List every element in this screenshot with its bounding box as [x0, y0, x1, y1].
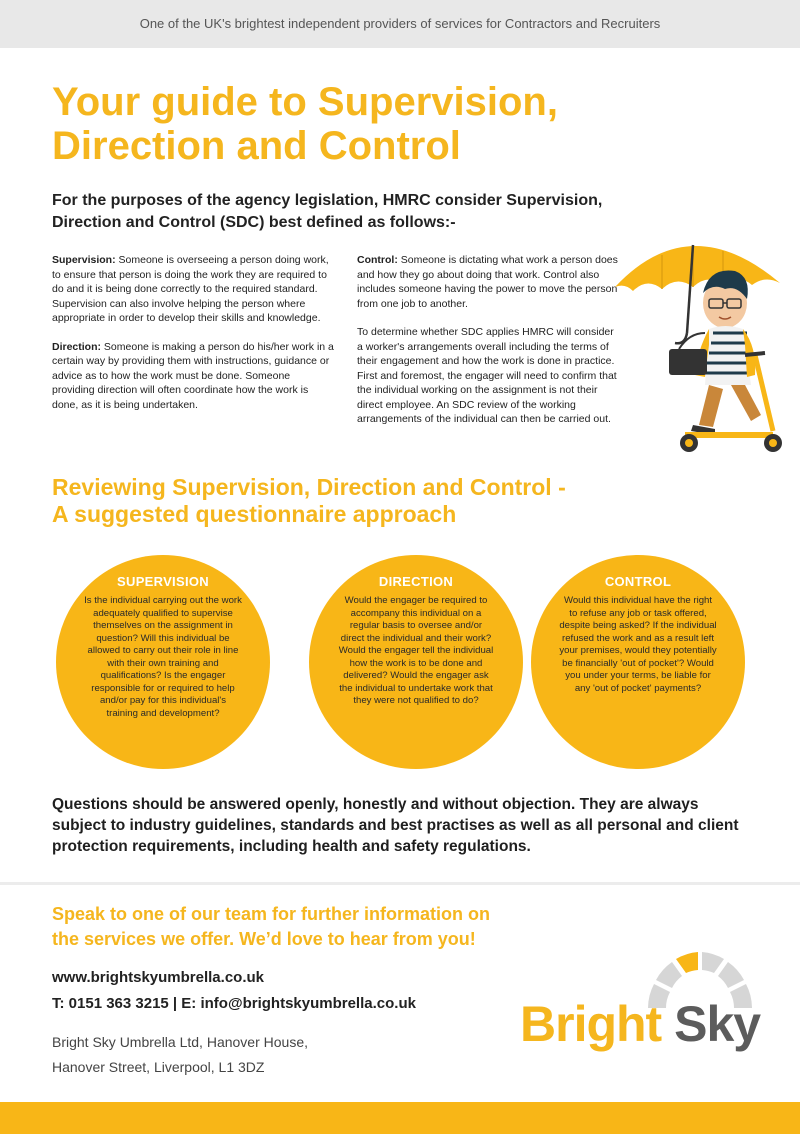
page-title-line2: Direction and Control: [52, 124, 461, 168]
control-label: Control:: [357, 254, 398, 266]
intro-line2: Direction and Control (SDC) best defined as follows:-: [52, 214, 456, 231]
bottom-bar: [0, 1102, 800, 1134]
definitions-left-column: [52, 253, 334, 426]
direction-text: Someone is making a person do his/her work in a certain way by providing them with instructions, guidance or advice as to how the work must be done. Someone providing direction will often coordinate how the work is done, as it is being undertaken.: [52, 340, 334, 411]
control-text: Someone is dictating what work a person does and how they go about doing that work. Control also includes someone having the power to move the person from one job to another.: [357, 254, 618, 310]
footer-divider: [0, 882, 800, 885]
direction-circle-title: DIRECTION: [378, 574, 454, 589]
direction-definition: [52, 340, 334, 413]
control-definition: [357, 253, 619, 311]
direction-label: Direction:: [52, 340, 102, 353]
cta-line2: the services we offer. We’d love to hear from you!: [52, 929, 476, 949]
page-title-line1: Your guide to Supervision,: [52, 80, 558, 124]
brightsky-logo: [520, 994, 770, 1054]
call-to-action: [52, 902, 612, 952]
control-circle: [531, 555, 745, 769]
review-heading-line2: A suggested questionnaire approach: [52, 501, 457, 527]
definitions-right-column: [357, 253, 619, 441]
logo-bright-word: Bright: [520, 996, 662, 1052]
section-heading-review: [52, 474, 692, 528]
intro-line1: For the purposes of the agency legislation, HMRC consider Supervision,: [52, 192, 603, 209]
contact-details[interactable]: T: 0151 363 3215 | E: info@brightskyumbrella.co.uk: [52, 995, 416, 1012]
cta-line1: Speak to one of our team for further information on: [52, 904, 491, 924]
direction-circle-text: Would the engager be required to accompany this individual on a regular basis to oversee and/or direct the individual and their work? Would the engager tell the individual how the work is to be done and delivered? Would the engager ask the individual to undertake work that they were not qualified to do?: [338, 595, 494, 706]
direction-circle: [309, 555, 523, 769]
supervision-circle-title: SUPERVISION: [117, 574, 209, 589]
umbrella-man-illustration: [605, 225, 800, 460]
supervision-definition: [52, 253, 334, 326]
control-circle-title: CONTROL: [604, 574, 672, 589]
supervision-circle-text: Is the individual carrying out the work adequately qualified to supervise themselves on the assignment in question? Will this individual be allowed to carry out their role in line with their own training and qualifications? Is the engager responsible for or required to help and/or pay for this individual's training and development?: [84, 595, 242, 719]
intro-text: [52, 190, 672, 234]
determine-paragraph: To determine whether SDC applies HMRC will consider a worker's arrangements overall including the terms of their engagement and how the work is done in practice. First and foremost, the engager will need to confirm that the individual working on the assignment is not their direct employee. An SDC review of the working arrangements of the individual can then be carried out.: [357, 326, 617, 425]
website-link[interactable]: www.brightskyumbrella.co.uk: [52, 969, 264, 986]
tagline: One of the UK's brightest independent providers of services for Contractors and Recruiters: [139, 16, 661, 31]
page-title: [52, 80, 672, 168]
supervision-label: Supervision:: [52, 254, 116, 266]
top-banner: [0, 0, 800, 48]
address-line2: Hanover Street, Liverpool, L1 3DZ: [52, 1059, 265, 1075]
control-circle-text: Would this individual have the right to refuse any job or task offered, despite being asked? If the individual refused the work and as a result left your premises, would they potentially be financially 'out of pocket'? Would you under your terms, be liable for any 'out of pocket' payments?: [559, 595, 717, 694]
address-line1: Bright Sky Umbrella Ltd, Hanover House,: [52, 1034, 308, 1050]
logo-sky-word: Sky: [674, 996, 761, 1052]
closing-statement: Questions should be answered openly, honestly and without objection. They are always subject to industry guidelines, standards and best practises as well as all personal and client protection requirements, including health and safety regulations.: [52, 796, 739, 855]
supervision-circle: [56, 555, 270, 769]
review-heading-line1: Reviewing Supervision, Direction and Control -: [52, 474, 566, 500]
supervision-text: Someone is overseeing a person doing work, to ensure that person is doing the work they are required to do and it is being done correctly to the required standard. Supervision can also involve helping the person where appropriate in order to develop their skills and knowledge.: [52, 254, 329, 324]
